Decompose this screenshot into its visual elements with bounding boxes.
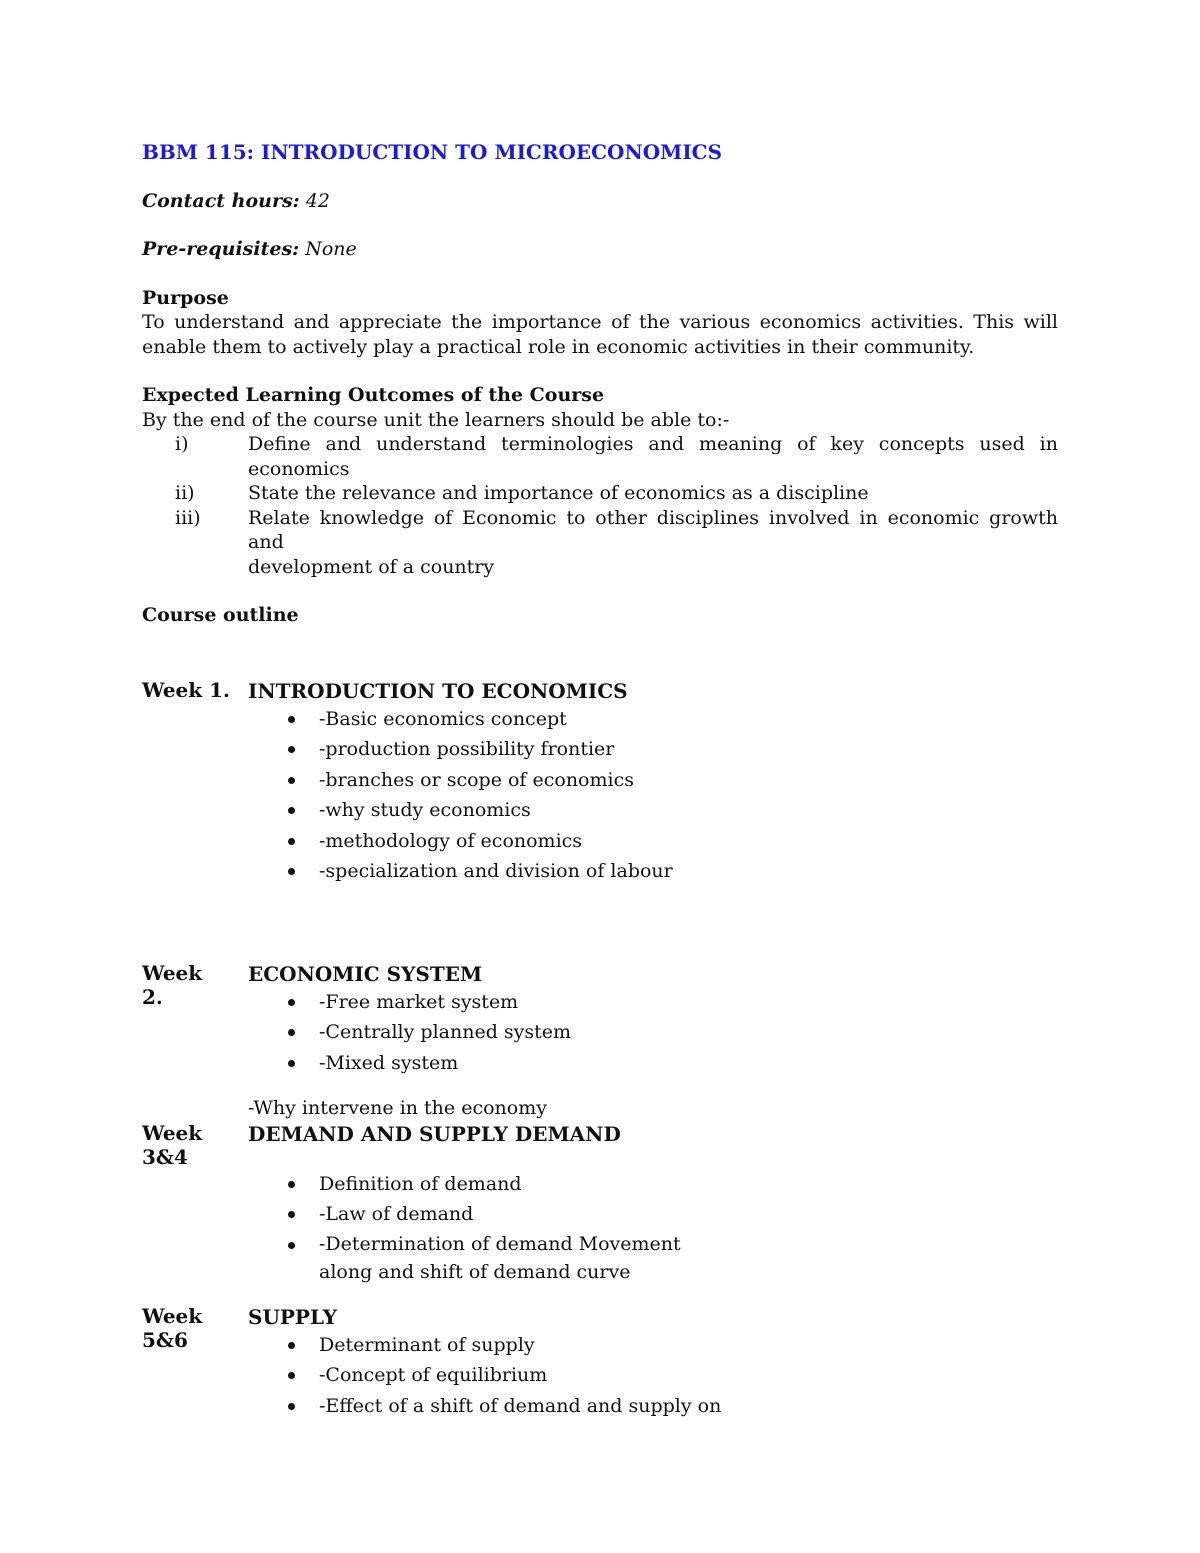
week-topics (248, 704, 1058, 887)
outcome-text-line2: development of a country (248, 555, 495, 578)
contact-hours-label: Contact hours: (142, 189, 300, 212)
week-label-line1: Week (142, 1303, 203, 1328)
bullet-icon (288, 1029, 295, 1036)
topic-item (248, 1330, 1058, 1361)
topic-text: -production possibility frontier (319, 738, 615, 760)
topic-text: -Centrally planned system (319, 1021, 572, 1043)
bullet-icon (288, 1060, 295, 1067)
purpose-text-line2: enable them to actively play a practical role in economic activities in their community. (142, 335, 975, 358)
bullet-icon (288, 777, 295, 784)
bullet-icon (288, 716, 295, 723)
week-title: INTRODUCTION TO ECONOMICS (248, 678, 628, 703)
bullet-icon (288, 838, 295, 845)
week-label (142, 961, 242, 1010)
topic-text: -branches or scope of economics (319, 768, 634, 791)
topic-text: -Concept of equilibrium (319, 1364, 548, 1386)
topic-text: -Mixed system (319, 1051, 459, 1074)
topic-text: -specialization and division of labour (319, 860, 673, 882)
topic-text: Determinant of supply (319, 1333, 535, 1356)
outcomes-list (142, 432, 1058, 579)
topic-item (248, 1169, 1058, 1200)
bullet-icon (288, 1403, 295, 1410)
topic-item (248, 1048, 1058, 1079)
contact-hours-value: 42 (299, 189, 330, 212)
topic-text: -Law of demand (319, 1203, 474, 1225)
bullet-icon (288, 1181, 295, 1188)
week-title: SUPPLY (248, 1304, 338, 1329)
course-outline-heading: Course outline (142, 604, 299, 626)
bullet-icon (288, 1242, 295, 1249)
outcome-number: iii) (175, 506, 201, 529)
purpose-text-line1: To understand and appreciate the importance of the various economics activities. This will (142, 311, 1058, 333)
week-label: Week 1. (142, 677, 230, 702)
week-2-section (142, 961, 1058, 1121)
week-note: -Why intervene in the economy (248, 1097, 547, 1119)
purpose-heading: Purpose (142, 286, 229, 309)
topic-text: -methodology of economics (319, 829, 583, 852)
course-title: BBM 115: INTRODUCTION TO MICROECONOMICS (142, 140, 723, 164)
document-content (142, 140, 1058, 1421)
bullet-icon (288, 999, 295, 1006)
week-title: DEMAND AND SUPPLY DEMAND (248, 1121, 621, 1146)
topic-item (248, 704, 1058, 735)
bullet-icon (288, 1342, 295, 1349)
topic-item (248, 856, 1058, 887)
outcome-text-line1: Relate knowledge of Economic to other disciplines involved in economic growth and (248, 506, 1058, 553)
bullet-icon (288, 868, 295, 875)
outcome-text-line1: State the relevance and importance of economics as a discipline (248, 482, 869, 504)
bullet-icon (288, 1211, 295, 1218)
week-1-section (142, 678, 1058, 887)
topic-item (248, 1017, 1058, 1048)
outcome-item (142, 481, 1058, 506)
topic-text: Definition of demand (319, 1172, 522, 1195)
week-topics (248, 1169, 1058, 1286)
week-label-line2: 2. (142, 985, 163, 1009)
prerequisites-label: Pre-requisites: (142, 238, 300, 260)
topic-item (248, 734, 1058, 765)
topic-item (248, 1360, 1058, 1391)
week-title: ECONOMIC SYSTEM (248, 961, 483, 986)
week-label (142, 1304, 242, 1353)
prerequisites (142, 237, 1058, 262)
outcome-item (142, 506, 1058, 580)
week-label-line1: Week (142, 960, 203, 985)
week-5-6-section (142, 1304, 1058, 1422)
week-topics (248, 987, 1058, 1079)
bullet-icon (288, 746, 295, 753)
outcome-text-line1: Define and understand terminologies and meaning of key concepts used in (248, 433, 1058, 455)
bullet-icon (288, 1372, 295, 1379)
week-3-4-section (142, 1121, 1058, 1286)
bullet-icon (288, 807, 295, 814)
topic-text: -Free market system (319, 990, 519, 1013)
topic-text-line2: along and shift of demand curve (319, 1260, 631, 1283)
outcome-number: i) (175, 433, 189, 455)
topic-item (248, 1230, 1058, 1286)
topic-item (248, 1199, 1058, 1230)
topic-item (248, 795, 1058, 826)
week-label-line1: Week (142, 1120, 203, 1145)
outcomes-heading: Expected Learning Outcomes of the Course (142, 384, 605, 406)
outcome-item (142, 432, 1058, 481)
outcome-number: ii) (175, 482, 195, 504)
week-topics (248, 1330, 1058, 1422)
week-label (142, 1121, 242, 1170)
contact-hours (142, 189, 1058, 214)
topic-item (248, 987, 1058, 1018)
prerequisites-value: None (299, 238, 357, 260)
topic-text: -why study economics (319, 799, 531, 821)
week-label-line2: 3&4 (142, 1145, 188, 1169)
week-label-line2: 5&6 (142, 1328, 188, 1352)
outcomes-intro: By the end of the course unit the learners should be able to:- (142, 408, 730, 431)
topic-text: -Effect of a shift of demand and supply on (319, 1394, 722, 1417)
topic-item (248, 765, 1058, 796)
topic-text-line1: -Determination of demand Movement (319, 1232, 681, 1255)
topic-item (248, 826, 1058, 857)
outcome-text-line2: economics (248, 457, 350, 480)
topic-text: -Basic economics concept (319, 707, 567, 730)
topic-item (248, 1391, 1058, 1422)
